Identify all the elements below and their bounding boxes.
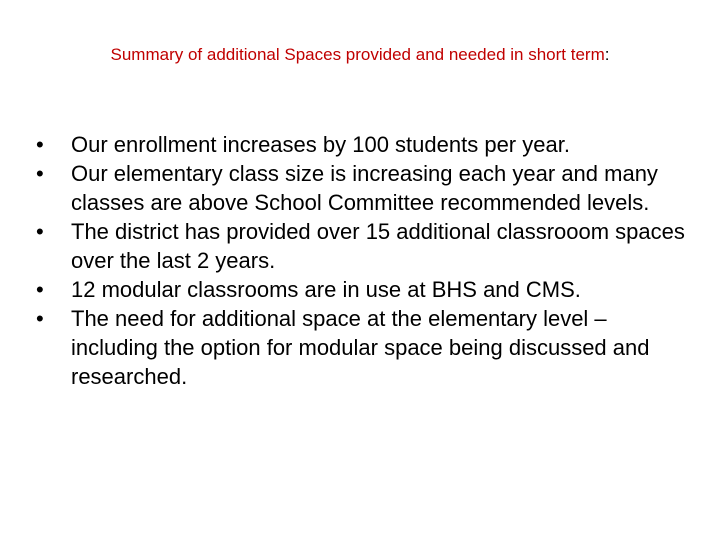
slide-title-colon: : [604, 45, 610, 64]
bullet-text: The need for additional space at the elementary level – including the option for modular space being discussed and researched. [71, 306, 650, 389]
slide-title-text: Summary of additional Spaces provided and needed in short term [110, 45, 605, 64]
bullet-item [36, 159, 686, 217]
bullet-item [36, 304, 686, 391]
bullet-text: Our elementary class size is increasing each year and many classes are above School Committee recommended levels. [71, 161, 658, 215]
bullet-dot-icon: • [36, 132, 44, 157]
bullet-dot-icon: • [36, 306, 44, 331]
bullet-dot-icon: • [36, 219, 44, 244]
bullet-dot-icon: • [36, 277, 44, 302]
bullet-text: The district has provided over 15 additional classrooom spaces over the last 2 years. [71, 219, 685, 273]
bullet-dot-icon: • [36, 161, 44, 186]
bullet-item [36, 275, 686, 304]
bullet-list [36, 130, 686, 391]
slide-title [0, 44, 720, 66]
bullet-text: Our enrollment increases by 100 students per year. [71, 132, 570, 157]
bullet-item [36, 217, 686, 275]
bullet-text: 12 modular classrooms are in use at BHS and CMS. [71, 277, 581, 302]
bullet-item [36, 130, 686, 159]
